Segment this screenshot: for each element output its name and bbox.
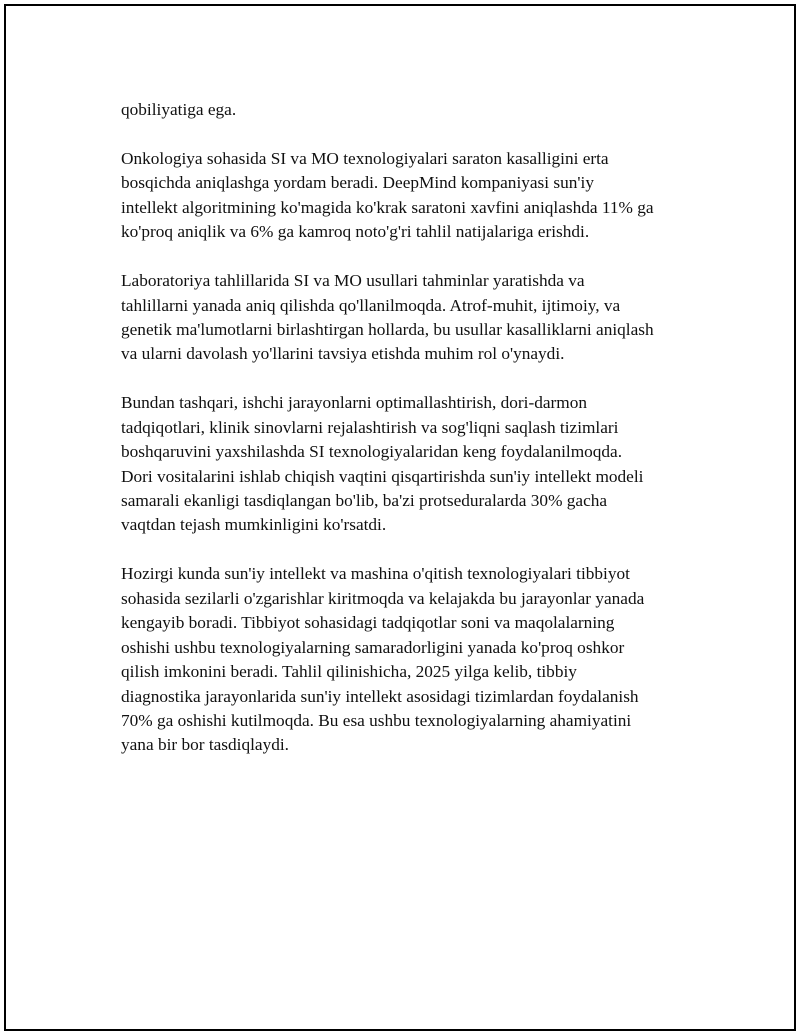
- text-line: tadqiqotlari, klinik sinovlarni rejalashtirish va sog'liqni saqlash tizimlari: [121, 417, 619, 437]
- document-body: [121, 98, 721, 782]
- text-line: diagnostika jarayonlarida sun'iy intellekt asosidagi tizimlardan foydalanish: [121, 686, 639, 706]
- text-line: Hozirgi kunda sun'iy intellekt va mashina o'qitish texnologiyalari tibbiyot: [121, 564, 630, 584]
- text-line: qobiliyatiga ega.: [121, 100, 237, 119]
- text-line: Dori vositalarini ishlab chiqish vaqtini qisqartirishda sun'iy intellekt modeli: [121, 466, 644, 486]
- text-line: Laboratoriya tahlillarida SI va MO usullari tahminlar yaratishda va: [121, 271, 585, 291]
- text-line: oshishi ushbu texnologiyalarning samaradorligini yanada ko'proq oshkor: [121, 637, 625, 657]
- text-line: ko'proq aniqlik va 6% ga kamroq noto'g'ri tahlil natijalariga erishdi.: [121, 222, 590, 242]
- text-line: kengayib boradi. Tibbiyot sohasidagi tadqiqotlar soni va maqolalarning: [121, 613, 615, 633]
- text-line: boshqaruvini yaxshilashda SI texnologiyalaridan keng foydalanilmoqda.: [121, 442, 623, 462]
- paragraph-2: [121, 147, 721, 245]
- paragraph-4: [121, 391, 721, 537]
- paragraph-3: [121, 269, 721, 367]
- text-line: bosqichda aniqlashga yordam beradi. DeepMind kompaniyasi sun'iy: [121, 173, 594, 193]
- text-line: sohasida sezilarli o'zgarishlar kiritmoqda va kelajakda bu jarayonlar yanada: [121, 588, 645, 608]
- page-frame: [4, 4, 796, 1031]
- text-line: 70% ga oshishi kutilmoqda. Bu esa ushbu texnologiyalarning ahamiyatini: [121, 710, 632, 730]
- paragraph-1: [121, 98, 721, 122]
- text-line: tahlillarni yanada aniq qilishda qo'llanilmoqda. Atrof-muhit, ijtimoiy, va: [121, 295, 621, 315]
- text-line: vaqtdan tejash mumkinligini ko'rsatdi.: [121, 515, 387, 535]
- text-line: genetik ma'lumotlarni birlashtirgan hollarda, bu usullar kasalliklarni aniqlash: [121, 320, 654, 340]
- text-line: qilish imkonini beradi. Tahlil qilinishicha, 2025 yilga kelib, tibbiy: [121, 662, 577, 682]
- paragraph-5: [121, 562, 721, 757]
- text-line: yana bir bor tasdiqlaydi.: [121, 735, 289, 755]
- text-line: intellekt algoritmining ko'magida ko'krak saratoni xavfini aniqlashda 11% ga: [121, 197, 654, 217]
- text-line: Onkologiya sohasida SI va MO texnologiyalari saraton kasalligini erta: [121, 149, 609, 168]
- text-line: va ularni davolash yo'llarini tavsiya etishda muhim rol o'ynaydi.: [121, 344, 565, 364]
- text-line: Bundan tashqari, ishchi jarayonlarni optimallashtirish, dori-darmon: [121, 393, 588, 413]
- text-line: samarali ekanligi tasdiqlangan bo'lib, ba'zi protseduralarda 30% gacha: [121, 491, 608, 511]
